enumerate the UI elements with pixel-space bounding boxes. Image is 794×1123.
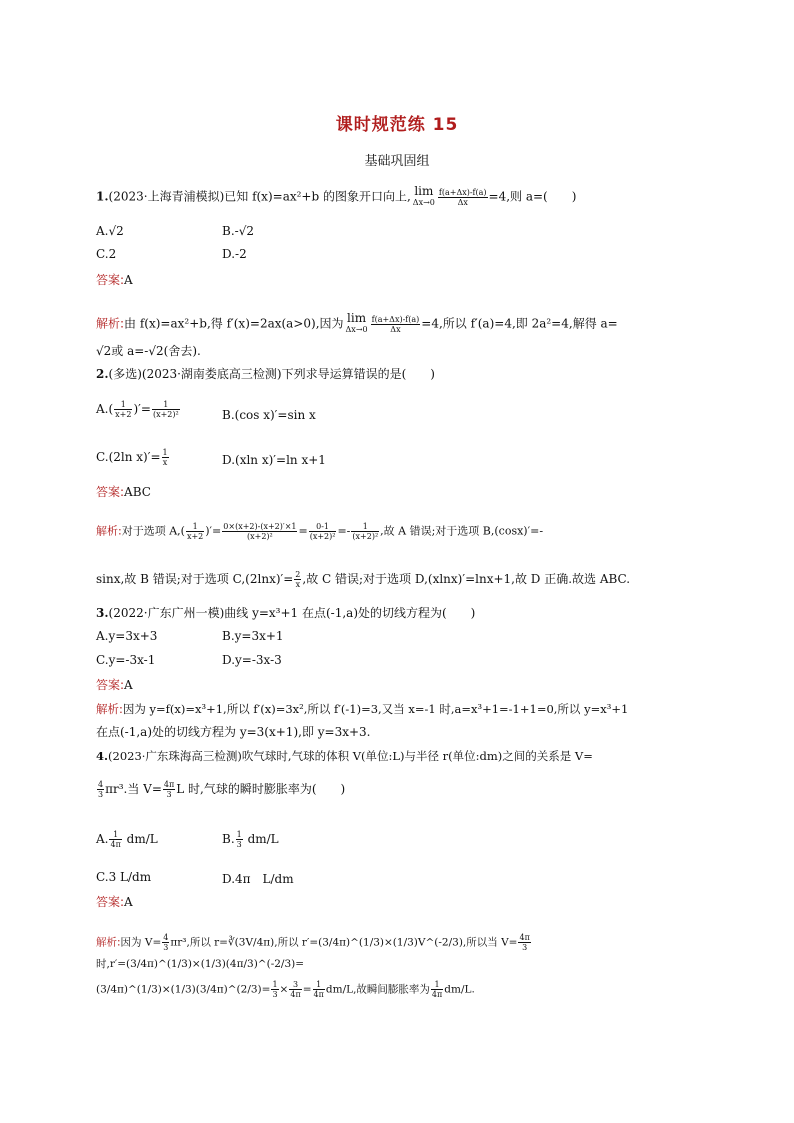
q4-stem [96,748,593,764]
q4-solution-cont1: 时,r′=(3/4π)^(1/3)×(1/3)(4π/3)^(-2/3)= [96,958,305,970]
fraction [309,522,337,541]
fraction [114,400,132,419]
q1-answer [96,272,133,288]
q3-stem [96,605,475,621]
frac-den: Δx [457,197,468,207]
solution-text: =4,所以 f′(a)=4,即 2a²=4,解得 a= [421,316,618,331]
page-title: 课时规范练 15 [335,115,459,135]
frac-den: (x+2)² [247,532,273,541]
q3-option-a: A.y=3x+3 [96,629,158,643]
q2-option-a: A.( $\frac{1}{x+2}$ )′= $\frac{1}{\text{(x+2)²}}$ [96,400,179,419]
stem-text: L 时,气球的瞬时膨胀率为( ) [176,782,346,796]
q3-solution [96,701,628,717]
fraction [222,522,297,541]
q4-number: 4. [96,749,109,763]
frac-den: 3 [166,790,172,799]
q2-stem-text: (多选)(2023·湖南娄底高三检测)下列求导运算错误的是( ) [108,367,435,381]
fraction [518,933,530,952]
frac-den: 3 [98,790,104,799]
frac-num: 1 [109,830,121,840]
frac-den: 4π [110,840,121,849]
solution-text: dm/L. [444,983,475,996]
fraction [313,980,325,999]
frac-num: 1 [114,400,132,410]
q2-answer [96,484,151,500]
q4-option-a [96,830,158,849]
frac-num: 1 [431,980,443,990]
q2-stem [96,366,435,382]
q1-limit-fraction [438,188,488,207]
frac-num: 4 [163,933,169,942]
answer-label: 答案: [96,485,125,499]
q1-option-b: B.-√2 [222,224,254,238]
q1-option-a: A.√2 [96,224,124,238]
solution-label: 解析: [96,936,121,949]
fraction [162,933,169,952]
solution-text: ,故 A 错误;对于选项 B,(cosx)′=- [380,524,544,538]
equals: ′= [138,402,151,416]
solution-text: sinx,故 B 错误;对于选项 C,(2lnx)′= [96,572,294,586]
frac-num: 0×(x+2)-(x+2)′×1 [223,522,297,531]
q2-solution: 解析:对于选项 A,( $\frac{1}{x+2}$ )′= $\frac{0\times(x+2)-(x+2)'\times 1}{\text{(x+2)²}}$ = $\frac{0-1}{\text{(x+2)²}}$ =- $\frac{1}{\text{(x+2)²}}$ ,故 A 错误;对于选项 B,(cosx)′=- [96,522,544,541]
q3-option-b: B.y=3x+1 [222,629,284,643]
solution-text: πr³,所以 r=∛(3V/4π),所以 r′=(3/4π)^(1/3)×(1/3)V^(-2/3),所以当 V= [170,936,518,949]
frac-num: 1 [351,522,379,532]
frac-den: x+2 [186,532,204,541]
frac-den: (x+2)² [352,532,379,541]
answer-value: A [124,678,133,692]
lim-word: lim [347,311,367,325]
frac-num: f(a+Δx)-f(a) [438,187,487,197]
q2-solution-cont [96,570,630,589]
frac-den: 3 [163,943,169,952]
solution-text: 对于选项 A, [121,524,181,538]
frac-num: 1 [272,980,278,989]
fraction [152,400,180,419]
option-label: A. [96,402,109,416]
frac-num: 0-1 [309,522,337,532]
q3-option-c: C.y=-3x-1 [96,653,156,667]
frac-num: 1 [152,400,180,410]
answer-label: 答案: [96,273,125,287]
q4-solution [96,933,532,952]
frac-den: 3 [236,840,242,849]
frac-den: 3 [522,943,528,952]
q1-option-d: D.-2 [222,247,247,261]
frac-num: 1 [186,522,204,532]
q4-option-d: D.4π L/dm [222,872,294,886]
q2-option-b: B.(cos x)′=sin x [222,408,316,422]
frac-num: 4 [98,780,104,789]
solution-text: 因为 y=f(x)=x³+1,所以 f′(x)=3x²,所以 f′(-1)=3,又当 x=-1 时,a=x³+1=-1+1=0,所以 y=x³+1 [122,702,629,716]
q4-stem-cont [96,780,345,799]
fraction [431,980,443,999]
solution-text: 由 f(x)=ax²+b,得 f′(x)=2ax(a>0),因为 [124,316,344,331]
answer-value: ABC [124,485,151,499]
frac-den: 3 [272,990,278,999]
q3-stem-text: (2022·广东广州一模)曲线 y=x³+1 在点(-1,a)处的切线方程为( ) [108,606,476,620]
fraction [236,830,243,849]
fraction [186,522,204,541]
stem-text: πr³.当 V= [105,782,162,796]
frac-den: (x+2)² [309,532,336,541]
q1-stem-text: (2023·上海青浦模拟)已知 f(x)=ax²+b 的图象开口向上, [108,189,411,204]
q4-option-b [222,830,279,849]
frac-den: 4π [313,990,324,999]
q1-limit [413,185,435,209]
frac-den: x [295,580,301,589]
section-title: 基础巩固组 [364,154,430,169]
q3-number: 3. [96,606,109,620]
q1-number: 1. [96,189,109,204]
frac-den: x+2 [115,410,132,419]
solution-label: 解析: [96,702,123,716]
q3-answer [96,677,133,693]
solution-text: dm/L,故瞬间膨胀率为 [325,983,430,996]
unit: dm/L [126,832,158,846]
lim-sub: Δx→0 [345,325,368,334]
q1-option-c: C.2 [96,247,117,261]
q4-option-c: C.3 L/dm [96,870,152,884]
frac-num: 4π [163,780,175,789]
answer-value: A [124,273,133,287]
lim-sub: Δx→0 [412,198,435,207]
q4-answer [96,894,133,910]
fraction [271,980,278,999]
solution-text: 因为 V= [120,936,162,949]
option-label: B. [222,832,235,846]
q1-solution-limit [346,312,368,336]
option-text: C.(2ln x)′= [96,450,161,464]
solution-text: ,故 C 错误;对于选项 D,(xlnx)′=lnx+1,故 D 正确.故选 ABC. [302,572,631,586]
fraction [109,830,121,849]
lim-word: lim [414,184,434,198]
q3-solution-cont: 在点(-1,a)处的切线方程为 y=3(x+1),即 y=3x+3. [96,725,371,739]
frac-num: 2 [295,570,301,579]
frac-num: f(a+Δx)-f(a) [371,314,420,324]
solution-label: 解析: [96,524,122,538]
fraction [351,522,379,541]
frac-den: 4π [431,990,443,999]
q2-option-c [96,448,170,467]
solution-label: 解析: [96,316,125,331]
q1-solution-fraction [371,315,421,334]
q1-solution [96,312,618,336]
q4-stem-text: (2023·广东珠海高三检测)吹气球时,气球的体积 V(单位:L)与半径 r(单位:dm)之间的关系是 V= [108,749,593,763]
solution-text: (3/4π)^(1/3)×(1/3)(3/4π)^(2/3)= [96,983,271,996]
frac-num: 4π [519,933,530,942]
frac-num: 1 [162,448,168,457]
frac-num: 3 [289,980,301,990]
frac-num: 1 [236,830,242,839]
q1-stem [96,185,576,209]
q1-solution-cont: √2或 a=-√2(舍去). [96,344,201,358]
fraction [289,980,301,999]
unit: dm/L [247,832,279,846]
frac-num: 1 [313,980,325,990]
q2-number: 2. [96,367,109,381]
option-label: A. [96,832,109,846]
answer-value: A [124,895,133,909]
fraction [162,448,169,467]
frac-den: Δx [390,324,401,334]
frac-den: 4π [290,990,301,999]
fraction [97,780,104,799]
answer-label: 答案: [96,895,125,909]
q2-option-d: D.(xln x)′=ln x+1 [222,453,326,467]
frac-den: (x+2)² [152,410,179,419]
q1-stem-end: =4,则 a=( ) [488,189,577,204]
q3-option-d: D.y=-3x-3 [222,653,282,667]
answer-label: 答案: [96,678,125,692]
fraction [163,780,175,799]
fraction [294,570,301,589]
frac-den: x [162,458,168,467]
q4-solution-cont2: (3/4π)^(1/3)×(1/3)(3/4π)^(2/3)= $\frac{1}{3}$ × $\frac{3}{4\pi}$ = $\frac{1}{4\pi}$ dm/L,故瞬间膨胀率为 $\frac{1}{4\pi}$ dm/L. [96,980,475,999]
